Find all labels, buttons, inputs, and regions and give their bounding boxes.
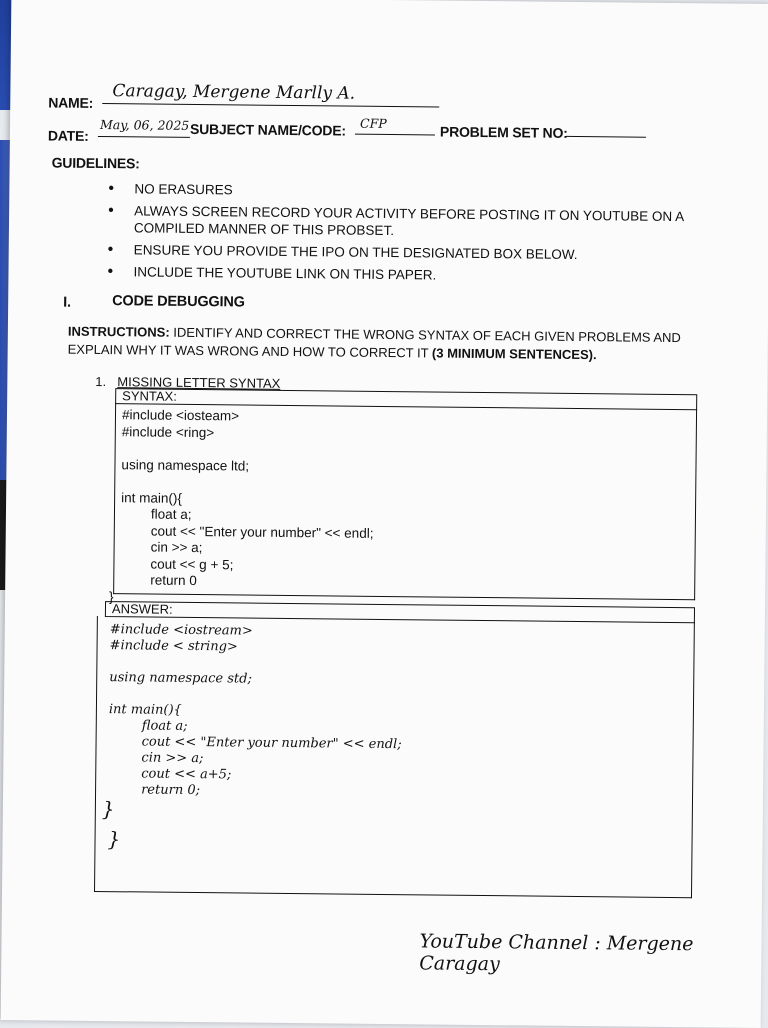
name-underline [102,103,439,108]
answer-line: float a; [108,718,188,734]
syntax-line: using namespace ltd; [121,456,250,474]
guideline-item: • INCLUDE THE YOUTUBE LINK ON THIS PAPER. [103,263,713,286]
instructions [68,323,708,366]
syntax-line: cout << "Enter your number" << endl; [120,522,374,541]
instructions-label: INSTRUCTIONS: [67,323,170,340]
worksheet-paper [1,0,768,1028]
answer-line: return 0; [107,782,201,799]
name-value: Caragay, Mergene Marlly A. [112,81,356,104]
syntax-line: #include <iosteam> [121,407,240,424]
answer-line: #include <iostream> [109,622,253,639]
problem-number: 1. [95,373,107,390]
syntax-line: int main(){ [121,489,182,506]
section-number: I. [63,294,71,311]
syntax-box [113,403,697,600]
answer-closing-brace: } [101,797,115,822]
subject-label: SUBJECT NAME/CODE: [189,120,346,139]
syntax-label: SYNTAX: [122,388,177,404]
problem-set-value [570,120,574,135]
problem-set-underline [566,136,646,138]
date-underline [98,136,190,138]
syntax-line: float a; [120,506,192,522]
answer-line: int main(){ [108,702,182,718]
subject-value: CFP [359,115,387,131]
answer-closing-brace: } [107,827,121,852]
guideline-item: • NO ERASURES [104,180,714,203]
syntax-line: cin >> a; [120,539,203,556]
answer-box [94,616,695,898]
syntax-closing-brace: } [109,589,114,605]
answer-label: ANSWER: [111,601,173,617]
instructions-emphasis: (3 MINIMUM SENTENCES). [431,345,597,363]
guideline-item: • ALWAYS SCREEN RECORD YOUR ACTIVITY BEFORE POSTING IT ON YOUTUBE ON A COMPILED MANNER OF THIS PROBSET. [104,202,714,242]
section-title: CODE DEBUGGING [112,293,245,311]
answer-line: #include < string> [109,638,238,655]
youtube-channel: YouTube Channel : Mergene Caragay [419,930,694,976]
answer-line: cout << a+5; [108,766,232,783]
syntax-line: #include <ring> [121,423,215,440]
answer-line: cin >> a; [108,750,204,767]
guidelines-title: GUIDELINES: [51,154,140,172]
subject-underline [355,134,435,136]
date-value: May, 06, 2025 [99,116,190,133]
instructions-text: IDENTIFY AND CORRECT THE WRONG SYNTAX OF EACH GIVEN PROBLEMS AND EXPLAIN WHY IT WAS WRONG AND HOW TO CORRECT IT [67,324,681,361]
syntax-code [120,407,375,591]
answer-line: cout << "Enter your number" << endl; [108,734,402,753]
name-label: NAME: [48,94,94,111]
answer-code [108,622,403,801]
date-label: DATE: [47,127,89,144]
guideline-item: • ENSURE YOU PROVIDE THE IPO ON THE DESIGNATED BOX BELOW. [104,241,714,264]
syntax-line: return 0 [120,572,197,589]
problem-title: MISSING LETTER SYNTAX [117,374,281,391]
answer-line: using namespace std; [109,670,252,687]
syntax-line: cout << g + 5; [120,555,234,572]
problem-set-label: PROBLEM SET NO: [439,123,568,141]
guidelines-list [103,180,714,291]
